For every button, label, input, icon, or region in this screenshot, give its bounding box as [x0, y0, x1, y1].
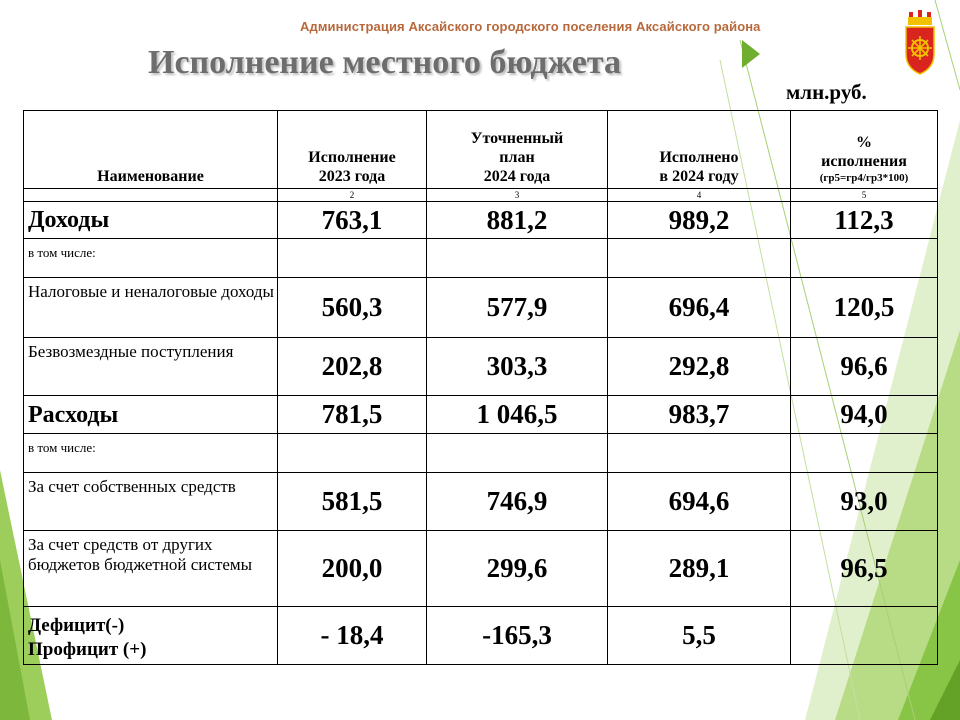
value-percent: 93,0	[791, 473, 938, 531]
column-number: 3	[427, 189, 608, 202]
value-plan-2024	[427, 239, 608, 278]
value-plan-2024: 303,3	[427, 338, 608, 396]
value-percent: 96,6	[791, 338, 938, 396]
table-row-deficit	[24, 607, 938, 665]
value-done-2024: 983,7	[608, 396, 791, 434]
table-row-grants	[24, 338, 938, 396]
page-title: Исполнение местного бюджета	[148, 44, 621, 81]
col-header-percent	[791, 111, 938, 189]
value-done-2024	[608, 239, 791, 278]
value-percent	[791, 239, 938, 278]
row-name: в том числе:	[24, 239, 278, 278]
unit-label: млн.руб.	[786, 80, 867, 104]
value-2023: 202,8	[278, 338, 427, 396]
value-done-2024	[608, 434, 791, 473]
value-plan-2024: 1 046,5	[427, 396, 608, 434]
row-name: За счет средств от других бюджетов бюджетной системы	[24, 531, 278, 607]
row-name: Безвозмездные поступления	[24, 338, 278, 396]
column-number: 5	[791, 189, 938, 202]
budget-table	[23, 110, 938, 665]
column-number: 2	[278, 189, 427, 202]
value-2023: 763,1	[278, 202, 427, 239]
row-name: Налоговые и неналоговые доходы	[24, 278, 278, 338]
row-name: Дефицит(-) Профицит (+)	[24, 607, 278, 665]
value-done-2024: 292,8	[608, 338, 791, 396]
col-header-done-2024: Исполнено в 2024 году	[608, 111, 791, 189]
value-done-2024: 694,6	[608, 473, 791, 531]
col-header-name: Наименование	[24, 111, 278, 189]
value-percent	[791, 607, 938, 665]
value-2023: - 18,4	[278, 607, 427, 665]
column-number: 4	[608, 189, 791, 202]
value-plan-2024: 299,6	[427, 531, 608, 607]
value-percent: 120,5	[791, 278, 938, 338]
table-row-expenses	[24, 396, 938, 434]
value-done-2024: 5,5	[608, 607, 791, 665]
value-percent	[791, 434, 938, 473]
column-number-row	[24, 189, 938, 202]
col-header-plan-2024: Уточненный план 2024 года	[427, 111, 608, 189]
value-percent: 96,5	[791, 531, 938, 607]
value-plan-2024: 577,9	[427, 278, 608, 338]
triangle-bullet-icon	[742, 40, 760, 68]
value-plan-2024: 746,9	[427, 473, 608, 531]
value-percent: 112,3	[791, 202, 938, 239]
value-2023: 560,3	[278, 278, 427, 338]
value-2023: 781,5	[278, 396, 427, 434]
table-row-including	[24, 434, 938, 473]
table-header-row	[24, 111, 938, 189]
col-header-percent-label: % исполнения	[821, 134, 907, 170]
value-percent: 94,0	[791, 396, 938, 434]
value-done-2024: 989,2	[608, 202, 791, 239]
value-plan-2024: 881,2	[427, 202, 608, 239]
value-2023: 200,0	[278, 531, 427, 607]
value-2023	[278, 239, 427, 278]
table-row-own-funds	[24, 473, 938, 531]
table-row-income	[24, 202, 938, 239]
table-row-tax-income	[24, 278, 938, 338]
column-number	[24, 189, 278, 202]
row-name: Доходы	[24, 202, 278, 239]
row-name: За счет собственных средств	[24, 473, 278, 531]
value-done-2024: 289,1	[608, 531, 791, 607]
value-plan-2024: -165,3	[427, 607, 608, 665]
value-2023: 581,5	[278, 473, 427, 531]
table-row-including	[24, 239, 938, 278]
administration-name: Администрация Аксайского городского поселения Аксайского района	[300, 19, 761, 34]
table-row-other-budgets	[24, 531, 938, 607]
value-2023	[278, 434, 427, 473]
col-header-2023: Исполнение 2023 года	[278, 111, 427, 189]
row-name: Расходы	[24, 396, 278, 434]
coat-of-arms-icon	[903, 10, 937, 76]
value-plan-2024	[427, 434, 608, 473]
col-header-percent-note: (гр5=гр4/гр3*100)	[819, 172, 909, 184]
row-name: в том числе:	[24, 434, 278, 473]
value-done-2024: 696,4	[608, 278, 791, 338]
